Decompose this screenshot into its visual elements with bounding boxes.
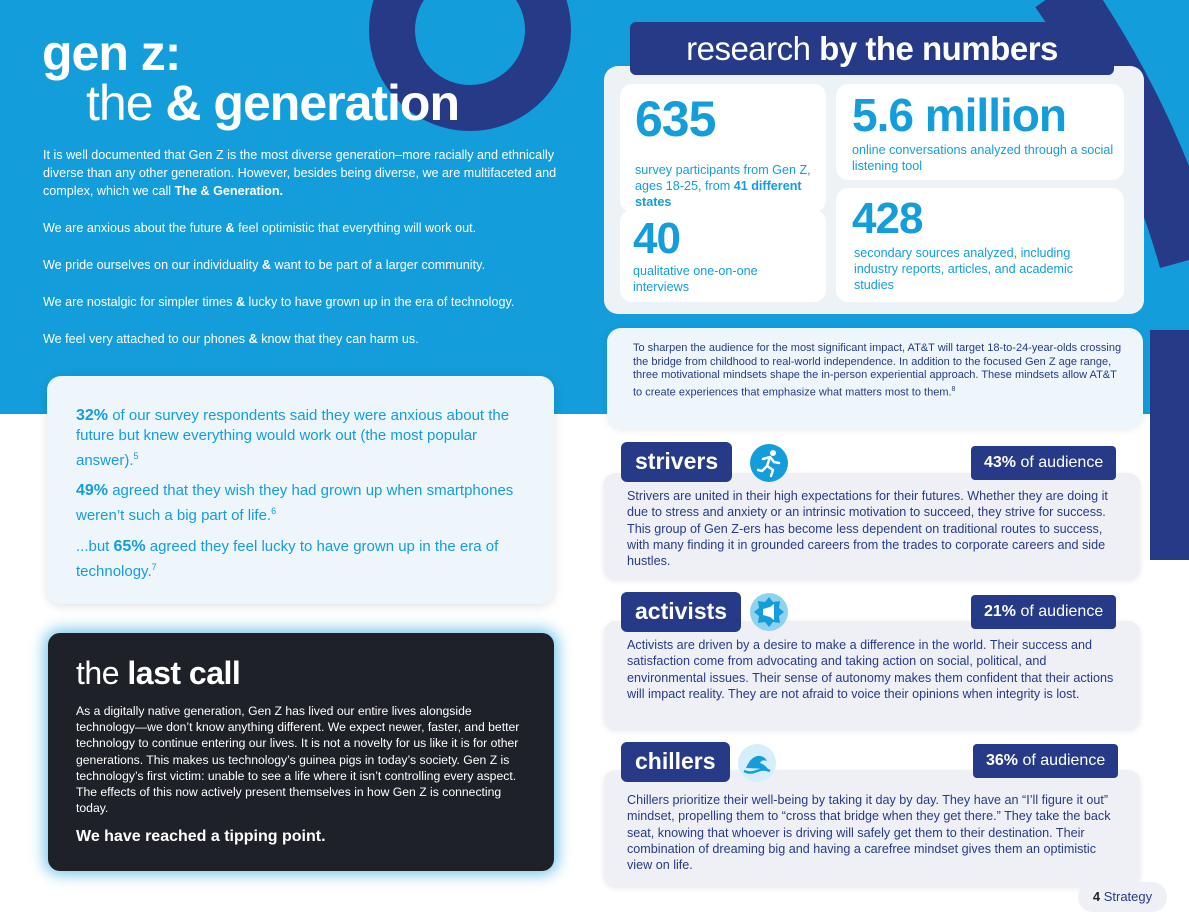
numbers-panel (604, 66, 1144, 314)
stat-value: 32% (76, 407, 109, 424)
audience-label: of audience (1018, 752, 1106, 769)
number-value: 635 (635, 91, 716, 147)
intro-p5b: know that they can harm us. (261, 332, 419, 346)
wave-icon (738, 744, 776, 782)
intro-line (43, 330, 573, 348)
number-desc-text: survey participants from Gen Z, ages 18-25, from (635, 163, 811, 193)
number-desc-bold: 41 different states (635, 179, 802, 209)
number-value: 40 (633, 214, 680, 263)
mindset-text: Activists are driven by a desire to make a difference in the world. Their success and satisfaction come from advocating and taking action on social, political, and environmental issues. Their sense of autonomy makes them confident that their actions will impact reality. They are not afraid to voice their opinions when integrity is lost. (627, 638, 1114, 701)
stat-text: of our survey respondents said they were anxious about the future but knew everything would work out (the most popular answer). (76, 407, 510, 469)
stat-lead: ...but (76, 538, 114, 555)
page-number-tag (1078, 882, 1167, 912)
number-desc: secondary sources analyzed, including industry reports, articles, and academic studies (854, 246, 1074, 292)
activists-label: activists (621, 592, 741, 632)
intro-paragraph (43, 146, 573, 200)
page-title (42, 25, 460, 131)
title-line-1: gen z: (42, 25, 181, 81)
title-thin: the (86, 75, 153, 131)
footnote-ref: 7 (151, 562, 157, 572)
number-box (836, 84, 1124, 180)
section-name: Strategy (1103, 889, 1153, 904)
intro-p4b: lucky to have grown up in the era of technology. (248, 295, 515, 309)
stat-text: agreed they feel lucky to have grown up in the era of technology. (76, 538, 499, 580)
number-box (620, 84, 826, 212)
stat-item (76, 537, 526, 582)
intro-text (43, 146, 573, 367)
intro-p3b: want to be part of a larger community. (274, 258, 485, 272)
number-value: 428 (852, 194, 923, 243)
runner-icon (750, 444, 788, 482)
header-bold: by the numbers (819, 30, 1058, 67)
survey-stats-card (47, 376, 554, 604)
stat-value: 65% (113, 538, 146, 555)
header-thin: research (686, 30, 820, 67)
audience-label: of audience (1016, 454, 1104, 471)
targeting-body: To sharpen the audience for the most significant impact, AT&T will target 18-to-24-year-olds crossing the bridge from childhood to real-world independence. In addition to the focused Gen Z age range, three motivational mindsets shape the in-person experiential approach. These mindsets allow AT&T to create experiences that emphasize what matters most to them. (633, 342, 1122, 399)
amp: & (235, 295, 246, 309)
strivers-audience-badge (971, 446, 1116, 480)
audience-percent: 43% (984, 454, 1017, 471)
activists-card (604, 621, 1140, 729)
intro-line (43, 256, 573, 274)
intro-p1: It is well documented that Gen Z is the most diverse generation–more racially and ethnically diverse than any other generation. However, besides being diverse, we are multifaceted and complex, which we call (43, 148, 557, 198)
intro-p5a: We feel very attached to our phones (43, 332, 249, 346)
targeting-text (633, 342, 1125, 400)
intro-line (43, 219, 573, 237)
last-call-footer: We have reached a tipping point. (76, 828, 326, 845)
chillers-label: chillers (621, 742, 730, 782)
last-call-title (76, 655, 240, 692)
mindset-text: Chillers prioritize their well-being by taking it day by day. They have an “I’ll figure it out” mindset, propelling them to “cross that bridge when they get there.” They take the back seat, knowing that whoever is driving will safely get them to their destination. Their combination of dreaming big and having a carefree mindset gives them an optimistic view on life. (627, 793, 1111, 873)
mindset-text: Strivers are united in their high expectations for their futures. Whether they are doing it due to stress and anxiety or an intrinsic motivation to succeed, they strive for success. This group of Gen Z-ers has become less dependent on traditional routes to success, with many finding it in grounded careers from the trades to corporate careers and side hustles. (627, 489, 1108, 569)
last-call-title-bold: last call (127, 655, 241, 691)
last-call-box (48, 633, 554, 871)
title-line-2 (86, 75, 460, 131)
strivers-card (604, 473, 1140, 579)
strivers-label: strivers (621, 442, 732, 482)
number-desc: online conversations analyzed through a social listening tool (852, 143, 1114, 173)
intro-p2b: feel optimistic that everything will work out. (238, 221, 477, 235)
amp: & (248, 332, 258, 346)
number-desc: qualitative one-on-one interviews (633, 264, 758, 294)
intro-p1-bold: The & Generation. (174, 184, 284, 198)
megaphone-icon (750, 593, 788, 631)
footnote-ref: 6 (271, 506, 277, 516)
audience-label: of audience (1016, 603, 1104, 620)
number-box (620, 210, 826, 302)
number-value: 5.6 million (852, 89, 1066, 141)
amp: & (261, 258, 271, 272)
footnote-ref: 8 (951, 385, 956, 393)
targeting-card (607, 328, 1143, 428)
research-header (630, 22, 1114, 75)
stat-value: 49% (76, 482, 109, 499)
stat-item (76, 406, 526, 471)
audience-percent: 36% (986, 752, 1019, 769)
title-bold: & generation (165, 75, 460, 131)
intro-p4a: We are nostalgic for simpler times (43, 295, 236, 309)
stat-text: agreed that they wish they had grown up when smartphones weren’t such a big part of life. (76, 482, 514, 524)
number-desc (635, 162, 815, 210)
last-call-title-thin: the (76, 655, 128, 691)
amp: & (225, 221, 235, 235)
last-call-body: As a digitally native generation, Gen Z has lived our entire lives alongside technology—we don’t know anything different. We expect newer, faster, and better technology to continue entering our lives. It is not a novelty for us like it is for other generations. This makes us technology’s guinea pigs in today’s society. Gen Z is technology’s first victim: unable to see a life where it isn’t controlling every aspect. The effects of this now actively present themselves in how Gen Z is connecting today. (76, 704, 520, 816)
number-box (836, 188, 1124, 302)
footnote-ref: 5 (133, 451, 139, 461)
intro-p3a: We pride ourselves on our individuality (43, 258, 262, 272)
intro-p2a: We are anxious about the future (43, 221, 226, 235)
stat-item (76, 481, 526, 526)
chillers-audience-badge (973, 744, 1118, 778)
chillers-card (604, 770, 1140, 886)
intro-line (43, 293, 573, 311)
audience-percent: 21% (984, 603, 1017, 620)
page-number: 4 (1092, 889, 1101, 904)
activists-audience-badge (971, 595, 1116, 629)
